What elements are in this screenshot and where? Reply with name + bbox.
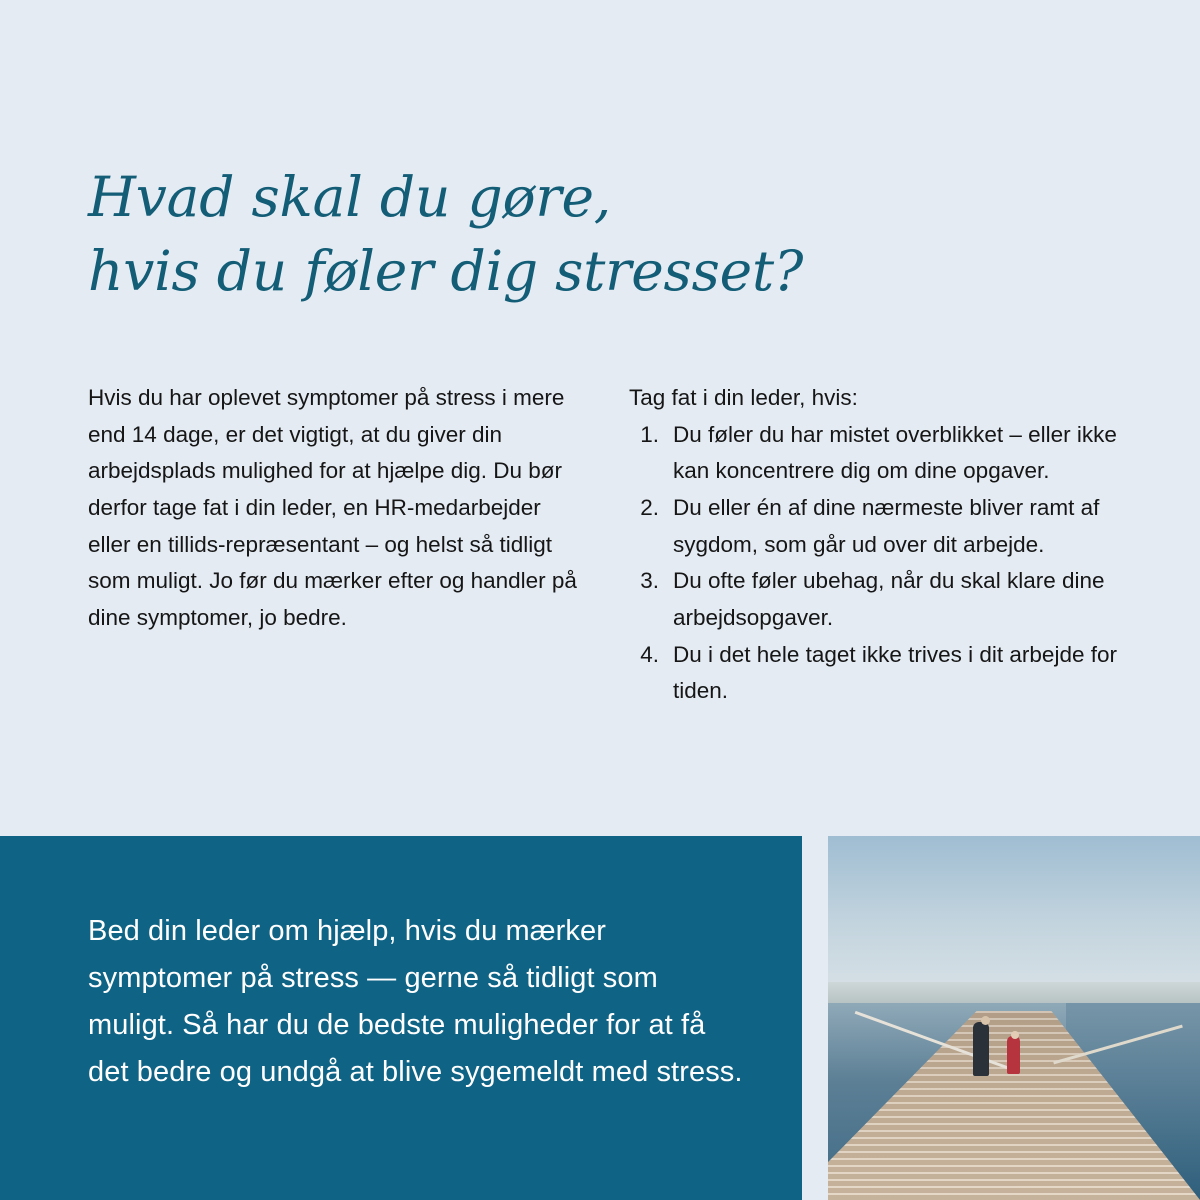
list-item-number: 1. <box>640 421 659 447</box>
numbered-list <box>629 417 1128 710</box>
list-item-text: Du eller én af dine nærmeste bliver ramt af sygdom, som går ud over dit arbejde. <box>673 495 1100 557</box>
photo-person-adult <box>973 1022 989 1076</box>
list-item-number: 3. <box>640 568 659 594</box>
list-item-number: 2. <box>640 495 659 521</box>
list-item <box>629 417 1128 490</box>
left-column <box>88 380 587 710</box>
page-title-line-2: hvis du føler dig stresset? <box>88 239 804 304</box>
page-title <box>88 160 1108 309</box>
callout-band <box>0 836 802 1200</box>
list-item-number: 4. <box>640 641 659 667</box>
list-intro: Tag fat i din leder, hvis: <box>629 385 858 410</box>
callout-text: Bed din leder om hjælp, hvis du mærker symptomer på stress — gerne så tidligt som muligt. Så har du de bedste muligheder for at få det bedre og undgå at blive sygemeldt med stress. <box>88 915 743 1088</box>
pier-photo <box>828 836 1200 1200</box>
intro-paragraph: Hvis du har oplevet symptomer på stress i mere end 14 dage, er det vigtigt, at du giver din arbejdsplads mulighed for at hjælpe dig. Du bør derfor tage fat i din leder, en HR-medarbejder eller en tillids-repræsentant – og helst så tidligt som muligt. Jo før du mærker efter og handler på dine symptomer, jo bedre. <box>88 385 577 631</box>
list-item-text: Du ofte føler ubehag, når du skal klare dine arbejdsopgaver. <box>673 568 1105 631</box>
list-item <box>629 637 1128 710</box>
list-item <box>629 490 1128 563</box>
list-item-text: Du føler du har mistet overblikket – eller ikke kan koncentrere dig om dine opgaver. <box>673 421 1117 484</box>
right-column <box>629 380 1128 710</box>
photo-sky <box>828 836 1200 996</box>
list-item-text: Du i det hele taget ikke trives i dit arbejde for tiden. <box>673 641 1117 704</box>
body-columns <box>88 380 1128 710</box>
photo-person-child <box>1007 1036 1020 1074</box>
list-item <box>629 563 1128 636</box>
page-title-line-1: Hvad skal du gøre, <box>88 165 612 229</box>
photo-person-adult-head <box>981 1016 990 1025</box>
photo-horizon-buildings <box>828 982 1200 1004</box>
